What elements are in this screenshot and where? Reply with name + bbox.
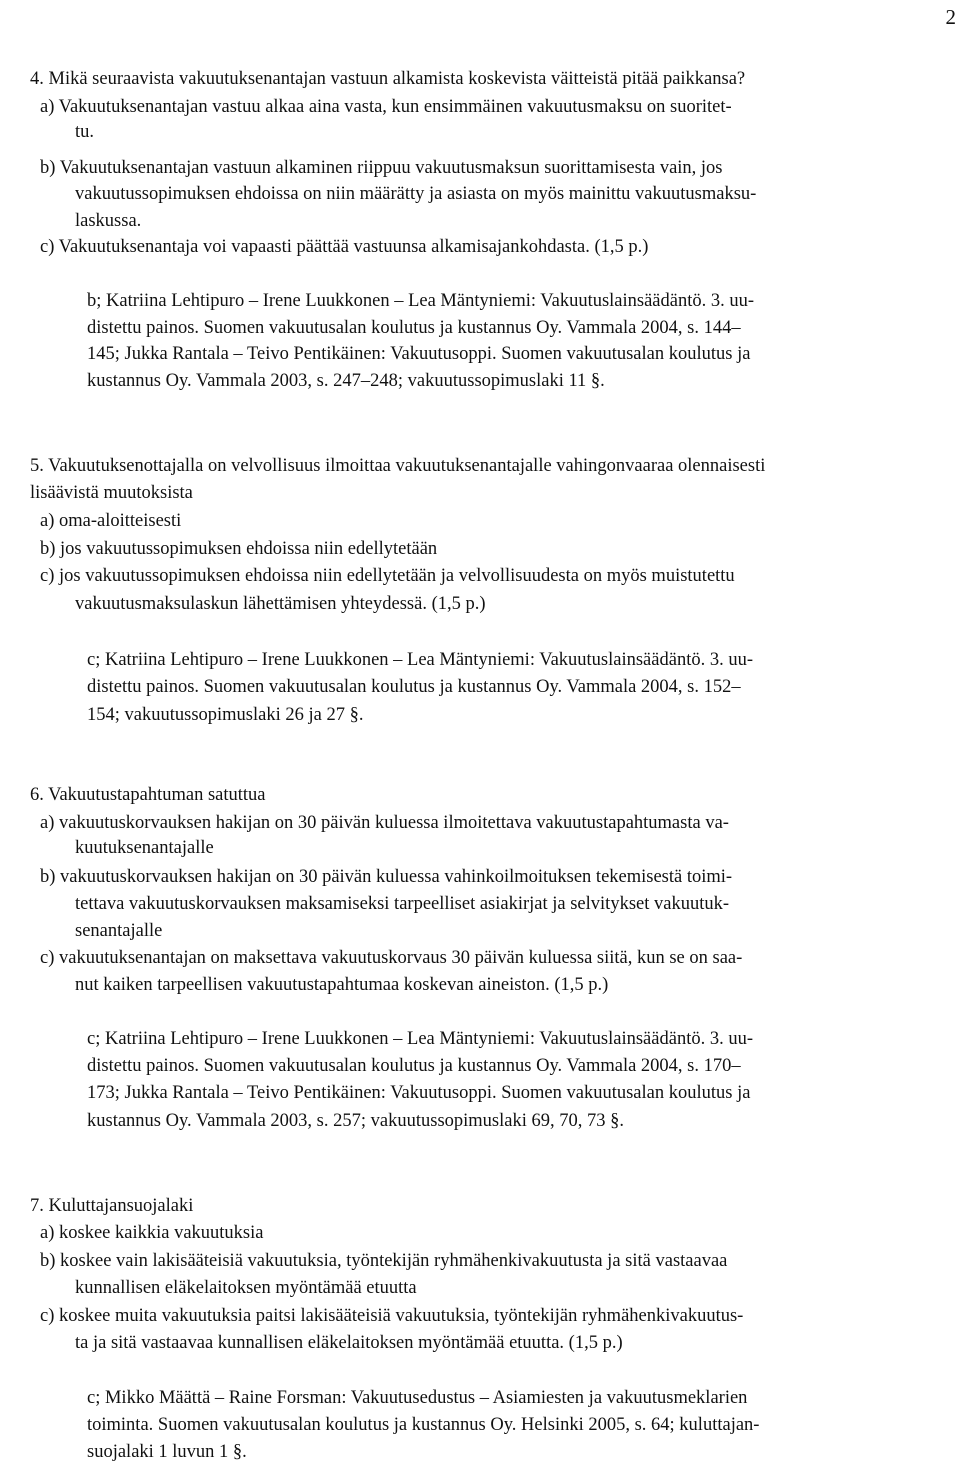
answer-line: kustannus Oy. Vammala 2003, s. 247–248; vakuutussopimuslaki 11 §. (87, 371, 605, 391)
answer-line: c; Katriina Lehtipuro – Irene Luukkonen – Lea Mäntyniemi: Vakuutuslainsäädäntö. 3. uu- (87, 1029, 753, 1049)
question-4-option-b-cont: vakuutussopimuksen ehdoissa on niin määrätty ja asiasta on myös mainittu vakuutusmaksu- (75, 184, 757, 204)
question-7-text: 7. Kuluttajansuojalaki (30, 1196, 194, 1216)
question-4-text: 4. Mikä seuraavista vakuutuksenantajan vastuun alkamista koskevista väitteistä pitää paikkansa? (30, 69, 746, 89)
answer-line: toiminta. Suomen vakuutusalan koulutus ja kustannus Oy. Helsinki 2005, s. 64; kuluttajan- (87, 1415, 760, 1435)
question-4-option-c: c) Vakuutuksenantaja voi vapaasti päättää vastuunsa alkamisajankohdasta. (1,5 p.) (40, 237, 649, 257)
answer-line: distettu painos. Suomen vakuutusalan koulutus ja kustannus Oy. Vammala 2004, s. 144– (87, 318, 741, 338)
question-6-option-b: b) vakuutuskorvauksen hakijan on 30 päivän kuluessa vahinkoilmoituksen tekemisestä toimi- (40, 867, 733, 887)
question-5-option-a: a) oma-aloitteisesti (40, 511, 182, 531)
question-5-text: 5. Vakuutuksenottajalla on velvollisuus ilmoittaa vakuutuksenantajalle vahingonvaaraa olennaisesti (30, 456, 766, 476)
answer-line: b; Katriina Lehtipuro – Irene Luukkonen – Lea Mäntyniemi: Vakuutuslainsäädäntö. 3. uu- (87, 291, 755, 311)
page-number: 2 (945, 5, 956, 29)
answer-line: distettu painos. Suomen vakuutusalan koulutus ja kustannus Oy. Vammala 2004, s. 152– (87, 677, 741, 697)
question-6-option-c-cont: nut kaiken tarpeellisen vakuutustapahtumaa koskevan aineiston. (1,5 p.) (75, 975, 609, 995)
question-6-option-b-cont: tettava vakuutuskorvauksen maksamiseksi tarpeelliset asiakirjat ja selvitykset vakuutuk- (75, 894, 730, 914)
answer-line: 145; Jukka Rantala – Teivo Pentikäinen: Vakuutusoppi. Suomen vakuutusalan koulutus ja (87, 344, 751, 364)
answer-line: suojalaki 1 luvun 1 §. (87, 1442, 247, 1462)
question-4-option-a-cont: tu. (75, 122, 95, 142)
question-6-option-c: c) vakuutuksenantajan on maksettava vakuutuskorvaus 30 päivän kuluessa siitä, kun se on saa- (40, 948, 743, 968)
question-7-option-c: c) koskee muita vakuutuksia paitsi lakisääteisiä vakuutuksia, työntekijän ryhmähenkivakuutus- (40, 1306, 744, 1326)
question-4-option-b: b) Vakuutuksenantajan vastuun alkaminen riippuu vakuutusmaksun suorittamisesta vain, jos (40, 158, 723, 178)
question-7-option-b-cont: kunnallisen eläkelaitoksen myöntämää etuutta (75, 1278, 417, 1298)
question-4-option-a: a) Vakuutuksenantajan vastuu alkaa aina vasta, kun ensimmäinen vakuutusmaksu on suoritet- (40, 97, 732, 117)
question-5-option-b: b) jos vakuutussopimuksen ehdoissa niin edellytetään (40, 539, 438, 559)
question-6-text: 6. Vakuutustapahtuman satuttua (30, 785, 266, 805)
answer-line: c; Mikko Määttä – Raine Forsman: Vakuutusedustus – Asiamiesten ja vakuutusmeklarien (87, 1388, 748, 1408)
question-6-option-b-cont: senantajalle (75, 921, 163, 941)
question-5-option-c: c) jos vakuutussopimuksen ehdoissa niin edellytetään ja velvollisuudesta on myös muistutettu (40, 566, 735, 586)
question-7-option-a: a) koskee kaikkia vakuutuksia (40, 1223, 264, 1243)
answer-line: kustannus Oy. Vammala 2003, s. 257; vakuutussopimuslaki 69, 70, 73 §. (87, 1111, 624, 1131)
question-6-option-a-cont: kuutuksenantajalle (75, 838, 214, 858)
question-5-text-cont: lisäävistä muutoksista (30, 483, 193, 503)
answer-line: 154; vakuutussopimuslaki 26 ja 27 §. (87, 705, 364, 725)
question-7-option-c-cont: ta ja sitä vastaavaa kunnallisen eläkelaitoksen myöntämää etuutta. (1,5 p.) (75, 1333, 623, 1353)
answer-line: 173; Jukka Rantala – Teivo Pentikäinen: Vakuutusoppi. Suomen vakuutusalan koulutus ja (87, 1083, 751, 1103)
answer-line: distettu painos. Suomen vakuutusalan koulutus ja kustannus Oy. Vammala 2004, s. 170– (87, 1056, 741, 1076)
question-7-option-b: b) koskee vain lakisääteisiä vakuutuksia, työntekijän ryhmähenkivakuutusta ja sitä vastaavaa (40, 1251, 728, 1271)
question-4-option-b-cont: laskussa. (75, 211, 142, 231)
answer-line: c; Katriina Lehtipuro – Irene Luukkonen – Lea Mäntyniemi: Vakuutuslainsäädäntö. 3. uu- (87, 650, 753, 670)
question-6-option-a: a) vakuutuskorvauksen hakijan on 30 päivän kuluessa ilmoitettava vakuutustapahtumasta va- (40, 813, 729, 833)
question-5-option-c-cont: vakuutusmaksulaskun lähettämisen yhteydessä. (1,5 p.) (75, 594, 486, 614)
